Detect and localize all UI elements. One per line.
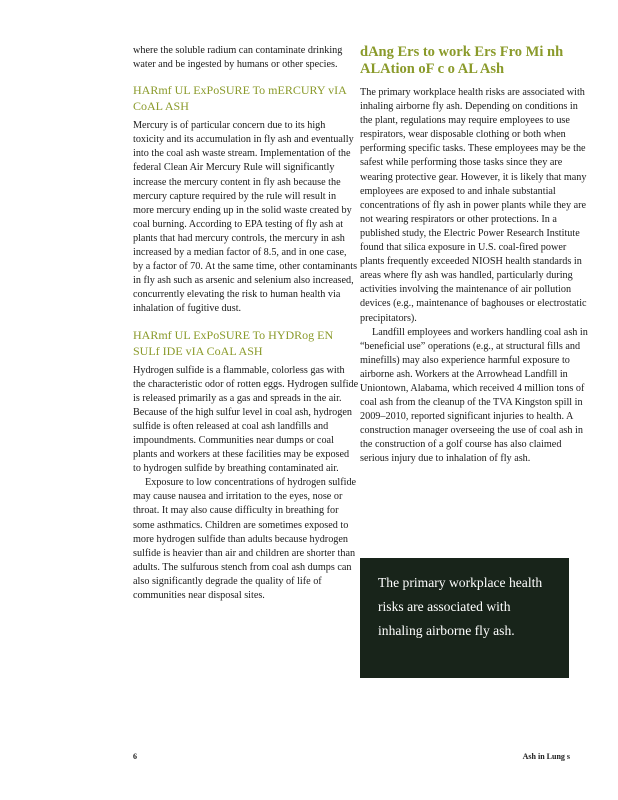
workers-paragraph-1: The primary workplace health risks are associated with inhaling airborne fly ash. Depending on conditions in the plant, regulations may require employees to use respirators, wear disposable clothing or both when performing specific tasks. These employees may be the safest while performing those tasks since they are wearing protective gear. However, it is likely that many employees are exposed to and inhale substantial concentrations of fly ash in power plants while they are not wearing respirators or other protections. In a published study, the Electric Power Research Institute found that silica exposure in U.S. coal-fired power plants frequently exceeded NIOSH health standards in areas where fly ash was handled, particularly during activities involving the maintenance of air pollution devices (e.g., maintenance of baghouses or electrostatic precipitators). xyxy=(360,87,587,324)
hydrogen-sulfide-paragraph-1: Hydrogen sulfide is a flammable, colorless gas with the characteristic odor of rotten eggs. Hydrogen sulfide is released primarily as a gas and spreads in the air. Because of the high sulfur level in coal ash, hydrogen sulfide is often released at coal ash landfills and impoundments. Communities near dumps or coal plants and workers at these facilities may be exposed to hydrogen sulfide by breathing contaminated air. xyxy=(133,364,359,475)
mercury-paragraph: Mercury is of particular concern due to its high toxicity and its accumulation in fly ash and eventually into the coal ash waste stream. Implementation of the federal Clean Air Mercury Rule will significantly increase the mercury content in fly ash because the mercury capture required by the rule will result in more mercury ending up in the solid waste created by coal burning. According to EPA testing of fly ash at plants that had mercury controls, the mercury in ash increased by a median factor of 8.5, and in one case, by a factor of 70. At the same time, other contaminants in fly ash such as arsenic and selenium also increased, concurrently elevating the risk to human health via inhalation of fugitive dust. xyxy=(133,120,358,315)
pull-quote-callout xyxy=(360,558,569,678)
mercury-section-heading: HARmf UL ExPoSURE To mERCURY vIA CoAL ASH xyxy=(133,83,347,114)
hydrogen-sulfide-section-heading: HARmf UL ExPoSURE To HYDRog EN SULf IDE vIA CoAL ASH xyxy=(133,327,334,358)
workers-section-heading: dAng Ers to work Ers Fro Mi nh ALAtion oF c o AL Ash xyxy=(360,44,564,77)
running-title: Ash in Lung s xyxy=(522,752,570,761)
hydrogen-sulfide-paragraph-2: Exposure to low concentrations of hydrogen sulfide may cause nausea and irritation to the eyes, nose or throat. It may also cause difficulty in breathing for some asthmatics. Children are sometimes exposed to more hydrogen sulfide than adults because hydrogen sulfide is heavier than air and children are shorter than adults. The sulfurous stench from coal ash dumps can also significantly degrade the quality of life of communities near disposal sites. xyxy=(133,477,357,601)
left-column xyxy=(133,44,359,603)
right-column xyxy=(360,44,588,467)
page-number: 6 xyxy=(133,752,137,761)
intro-paragraph: where the soluble radium can contaminate drinking water and be ingested by humans or other species. xyxy=(133,45,343,71)
pull-quote-text: The primary workplace health risks are associated with inhaling airborne fly ash. xyxy=(378,575,543,638)
workers-paragraph-2: Landfill employees and workers handling coal ash in “beneficial use” operations (e.g., at structural fills and minefills) may also experience harmful exposure to airborne ash. Workers at the Arrowhead Landfill in Uniontown, Alabama, which received 4 million tons of coal ash from the cleanup of the TVA Kingston spill in 2009–2010, reported significant injuries to health. A construction manager overseeing the use of coal ash in the construction of a golf course has also claimed serious injury due to inhalation of fly ash. xyxy=(360,326,588,465)
